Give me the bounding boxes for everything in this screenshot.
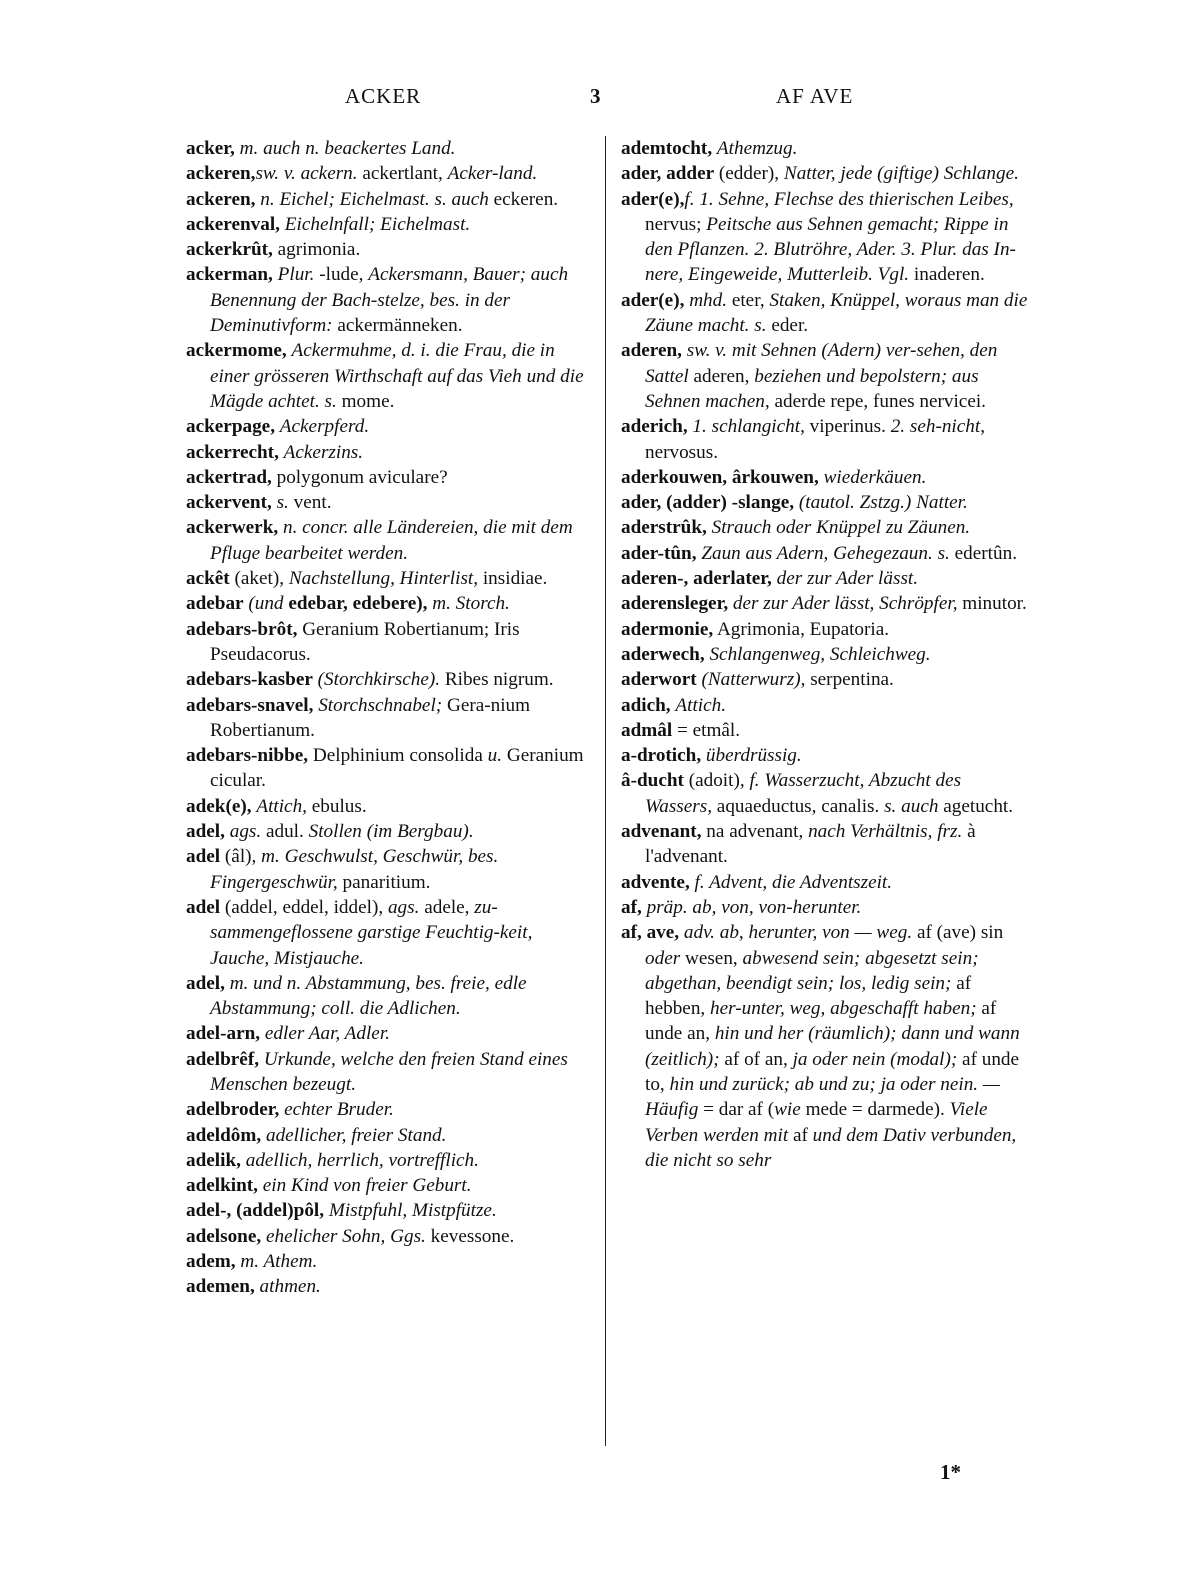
- dictionary-entry: [186, 136, 586, 161]
- entry-text: à l'advenant.: [645, 821, 976, 868]
- dictionary-entry: [186, 1224, 586, 1249]
- entry-text: -lude,: [314, 264, 369, 286]
- dictionary-entry: [186, 794, 586, 819]
- headword: edebar, edebere),: [288, 593, 428, 615]
- entry-text: = etmâl.: [672, 719, 741, 741]
- definition-italic: s. auch: [884, 795, 939, 817]
- running-header: [0, 84, 1191, 114]
- headword: adebars-snavel,: [186, 694, 314, 716]
- dictionary-entry: [621, 642, 1031, 667]
- definition-italic: Staken, Knüppel, woraus man die Zäune macht. s.: [645, 289, 1028, 337]
- definition-italic: mhd.: [689, 289, 728, 311]
- entry-text: af: [788, 1124, 813, 1146]
- entry-text: agetucht.: [938, 795, 1014, 817]
- entry-text: wesen,: [680, 947, 743, 969]
- definition-italic: (und: [248, 593, 284, 615]
- entry-text: af hebben,: [645, 972, 972, 1020]
- headword: â-ducht: [621, 770, 684, 792]
- definition-italic: ags.: [387, 896, 420, 918]
- headword: af, ave,: [621, 922, 680, 944]
- entry-text: aderde repe, funes nervicei.: [769, 390, 986, 412]
- definition-italic: Acker-land.: [447, 163, 538, 185]
- definition-italic: Peitsche aus Sehnen gemacht; Rippe in den Pflanzen. 2. Blutröhre, Ader. 3. Plur. das In-nere, Eingeweide, Mutterleib. Vgl.: [645, 213, 1016, 286]
- dictionary-entry: [186, 440, 586, 465]
- headword: aderstrûk,: [621, 517, 707, 539]
- headword: adel: [186, 896, 221, 918]
- definition-italic: f. Advent, die Adventszeit.: [694, 871, 893, 893]
- dictionary-entry: [186, 237, 586, 262]
- dictionary-entry: [186, 1198, 586, 1223]
- dictionary-entry: [186, 490, 586, 515]
- dictionary-entry: [621, 338, 1031, 414]
- entry-text: adele,: [419, 896, 475, 918]
- dictionary-entry: [186, 617, 586, 668]
- headword: aderich,: [621, 416, 688, 438]
- definition-italic: ein Kind von freier Geburt.: [262, 1175, 472, 1197]
- entry-text: na advenant,: [701, 821, 809, 843]
- dictionary-entry: [186, 895, 586, 971]
- headword: adel: [186, 846, 221, 868]
- dictionary-entry: [186, 212, 586, 237]
- definition-italic: n. Eichel; Eichelmast. s. auch: [260, 188, 489, 210]
- dictionary-entry: [621, 465, 1031, 490]
- definition-italic: Natter, jede (giftige) Schlange.: [783, 163, 1019, 185]
- dictionary-entry: [186, 591, 586, 616]
- headword: ader, (adder) -slange,: [621, 492, 795, 514]
- entry-text: (addel, eddel, iddel),: [220, 896, 388, 918]
- headword: adebars-brôt,: [186, 618, 298, 640]
- dictionary-entry: [186, 1097, 586, 1122]
- entry-text: Agrimonia, Eupatoria.: [713, 618, 890, 640]
- entry-text: Geranium Robertianum; Iris Pseudacorus.: [210, 618, 520, 665]
- entry-text: Ribes nigrum.: [440, 669, 554, 691]
- definition-italic: Eichelnfall; Eichelmast.: [284, 213, 471, 235]
- entry-text: mede = darmede).: [800, 1099, 950, 1121]
- dictionary-entry: [621, 667, 1031, 692]
- definition-italic: oder: [645, 947, 681, 969]
- header-right: AF AVE: [776, 84, 854, 108]
- headword: aderkouwen, ârkouwen,: [621, 466, 819, 488]
- headword: aderensleger,: [621, 593, 729, 615]
- headword: ackêt: [186, 568, 230, 590]
- definition-italic: Attich,: [256, 795, 307, 817]
- headword: advente,: [621, 871, 690, 893]
- signature-mark: 1*: [940, 1460, 961, 1484]
- definition-italic: überdrüssig.: [705, 745, 802, 767]
- headword: adermonie,: [621, 618, 714, 640]
- definition-italic: Ackersmann, Bauer; auch Benennung der Bach-stelze, bes. in der Deminutivform:: [210, 264, 569, 337]
- headword: ader-tûn,: [621, 542, 697, 564]
- definition-italic: abwesend sein; abgesetzt sein; abgethan, beendigt sein; los, ledig sein;: [645, 947, 979, 994]
- entry-text: vent.: [288, 492, 332, 514]
- entry-text: eter,: [727, 289, 770, 311]
- headword: ackerkrût,: [186, 239, 273, 261]
- definition-italic: (Storchkirsche).: [317, 669, 441, 691]
- entry-text: af unde an,: [645, 998, 997, 1045]
- definition-italic: adellicher, freier Stand.: [265, 1124, 447, 1146]
- definition-italic: m. Athem.: [240, 1251, 318, 1273]
- definition-italic: der zur Ader lässt.: [776, 568, 919, 590]
- entry-text: serpentina.: [805, 669, 894, 691]
- dictionary-entry: [186, 1148, 586, 1173]
- headword: adebars-nibbe,: [186, 745, 309, 767]
- definition-italic: m. auch n. beackertes Land.: [239, 138, 456, 159]
- headword: adelkint,: [186, 1175, 258, 1197]
- entry-text: (adoit),: [683, 770, 750, 792]
- entry-text: inaderen.: [909, 264, 985, 286]
- definition-italic: adellich, herrlich, vortrefflich.: [245, 1149, 479, 1171]
- definition-italic: zu-sammengeflossene garstige Feuchtig-keit, Jauche, Mistjauche.: [210, 896, 533, 969]
- definition-italic: wie: [774, 1099, 801, 1121]
- entry-text: Delphinium consolida: [308, 745, 488, 767]
- dictionary-entry: [621, 768, 1031, 819]
- dictionary-entry: [621, 895, 1031, 920]
- dictionary-entry: [621, 870, 1031, 895]
- headword: admâl: [621, 719, 673, 741]
- dictionary-entry: [621, 743, 1031, 768]
- dictionary-entry: [621, 566, 1031, 591]
- entry-text: minutor.: [957, 593, 1027, 615]
- dictionary-entry: [186, 465, 586, 490]
- headword: acker,: [186, 138, 235, 159]
- headword: adelik,: [186, 1149, 241, 1171]
- entry-text: af (ave) sin: [912, 922, 1004, 944]
- definition-italic: Ackerpferd.: [279, 416, 370, 438]
- definition-italic: s.: [276, 492, 289, 514]
- entry-text: (âl),: [220, 846, 262, 868]
- dictionary-entry: [186, 1274, 586, 1299]
- entry-text: nervus;: [645, 213, 707, 235]
- dictionary-entry: [621, 591, 1031, 616]
- definition-italic: her-unter, weg, abgeschafft haben;: [710, 998, 977, 1020]
- entry-text: nervosus.: [645, 441, 719, 463]
- dictionary-entry: [186, 693, 586, 744]
- definition-italic: Stollen (im Bergbau).: [308, 821, 474, 843]
- headword: advenant,: [621, 821, 702, 843]
- headword: adel-arn,: [186, 1023, 261, 1045]
- definition-italic: Athemzug.: [716, 138, 798, 159]
- entry-text: kevessone.: [425, 1225, 515, 1247]
- dictionary-entry: [186, 819, 586, 844]
- definition-italic: m. und n. Abstammung, bes. freie, edle Abstammung; coll. die Adlichen.: [210, 972, 527, 1020]
- definition-italic: m. Geschwulst, Geschwür, bes. Fingergeschwür,: [210, 846, 499, 893]
- right-column: [621, 136, 1031, 1173]
- headword: adek(e),: [186, 795, 252, 817]
- headword: adich,: [621, 694, 671, 716]
- headword: ackertrad,: [186, 466, 272, 488]
- dictionary-entry: [621, 136, 1031, 161]
- definition-italic: nach Verhältnis, frz.: [808, 821, 963, 843]
- dictionary-entry: [186, 262, 586, 338]
- definition-italic: f. 1. Sehne, Flechse des thierischen Leibes,: [684, 188, 1014, 210]
- dictionary-entry: [621, 490, 1031, 515]
- headword: adebar: [186, 593, 244, 615]
- dictionary-entry: [621, 187, 1031, 288]
- definition-italic: 1. schlangicht,: [692, 416, 805, 438]
- definition-italic: präp. ab, von, von-herunter.: [646, 896, 862, 918]
- dictionary-entry: [186, 667, 586, 692]
- headword: ackerenval,: [186, 213, 280, 235]
- entry-text: viperinus.: [804, 416, 891, 438]
- definition-italic: adv. ab, herunter, von — weg.: [683, 922, 913, 944]
- entry-text: af unde to,: [645, 1048, 1020, 1095]
- definition-italic: athmen.: [259, 1276, 321, 1298]
- dictionary-entry: [621, 617, 1031, 642]
- entry-text: Geranium cicular.: [210, 745, 584, 792]
- dictionary-entry: [186, 1123, 586, 1148]
- definition-italic: und dem Dativ verbunden, die nicht so sehr: [645, 1124, 1017, 1171]
- definition-italic: echter Bruder.: [284, 1099, 394, 1121]
- definition-italic: Nachstellung, Hinterlist,: [288, 568, 479, 590]
- dictionary-entry: [186, 743, 586, 794]
- entry-text: (edder),: [714, 163, 784, 185]
- definition-italic: Urkunde, welche den freien Stand eines Menschen bezeugt.: [210, 1048, 568, 1095]
- entry-text: insidiae.: [478, 568, 548, 590]
- headword: ackerrecht,: [186, 441, 279, 463]
- definition-italic: Ackerzins.: [283, 441, 364, 463]
- entry-text: ebulus.: [306, 795, 367, 817]
- definition-italic: (Natterwurz),: [701, 669, 806, 691]
- headword: adel-, (addel)pôl,: [186, 1200, 325, 1222]
- entry-text: aquaeductus, canalis.: [712, 795, 885, 817]
- dictionary-entry: [621, 515, 1031, 540]
- headword: adel,: [186, 821, 225, 843]
- definition-italic: u.: [487, 745, 503, 767]
- header-left: ACKER: [345, 84, 422, 108]
- headword: adel,: [186, 972, 225, 994]
- definition-italic: Storchschnabel;: [318, 694, 443, 716]
- definition-italic: beziehen und bepolstern; aus Sehnen machen,: [645, 365, 979, 412]
- definition-italic: ehelicher Sohn, Ggs.: [265, 1225, 426, 1247]
- dictionary-entry: [186, 971, 586, 1022]
- dictionary-entry: [186, 844, 586, 895]
- definition-italic: edler Aar, Adler.: [264, 1023, 390, 1045]
- definition-italic: ags.: [229, 821, 262, 843]
- entry-text: (aket),: [229, 568, 289, 590]
- entry-text: aderen,: [688, 365, 755, 387]
- definition-italic: Plur.: [277, 264, 315, 286]
- definition-italic: ja oder nein (modal);: [792, 1048, 958, 1070]
- definition-italic: sw. v. mit Sehnen (Adern) ver-sehen, den Sattel: [645, 340, 998, 387]
- entry-text: eckeren.: [488, 188, 559, 210]
- entry-text: Gera-nium Robertianum.: [210, 694, 531, 741]
- headword: aderen,: [621, 340, 682, 362]
- headword: adem,: [186, 1251, 236, 1273]
- headword: ackerpage,: [186, 416, 275, 438]
- dictionary-entry: [621, 161, 1031, 186]
- definition-italic: n. concr. alle Ländereien, die mit dem Pfluge bearbeitet werden.: [210, 517, 573, 564]
- dictionary-entry: [186, 1173, 586, 1198]
- dictionary-entry: [186, 338, 586, 414]
- headword: ackermome,: [186, 340, 287, 362]
- entry-text: ackermänneken.: [332, 315, 463, 337]
- headword: adelbroder,: [186, 1099, 280, 1121]
- definition-italic: wiederkäuen.: [823, 466, 927, 488]
- dictionary-entry: [621, 288, 1031, 339]
- entry-text: eder.: [766, 315, 809, 337]
- dictionary-entry: [186, 515, 586, 566]
- dictionary-entry: [621, 693, 1031, 718]
- entry-text: = dar af (: [698, 1099, 775, 1121]
- headword: ackeren,: [186, 163, 256, 185]
- definition-italic: (tautol. Zstzg.) Natter.: [798, 492, 968, 514]
- definition-italic: Attich.: [675, 694, 727, 716]
- definition-italic: f. Wasserzucht, Abzucht des Wassers,: [645, 770, 962, 817]
- definition-italic: 2. seh-nicht,: [890, 416, 986, 438]
- headword: adebars-kasber: [186, 669, 313, 691]
- headword: aderen-, aderlater,: [621, 568, 772, 590]
- definition-italic: Schlangenweg, Schleichweg.: [709, 643, 931, 665]
- left-column: [186, 136, 586, 1300]
- headword: aderwech,: [621, 643, 705, 665]
- headword: ademtocht,: [621, 138, 713, 159]
- entry-text: agrimonia.: [272, 239, 361, 261]
- headword: a-drotich,: [621, 745, 702, 767]
- headword: ackeren,: [186, 188, 256, 210]
- dictionary-entry: [621, 920, 1031, 1173]
- entry-text: edertûn.: [949, 542, 1017, 564]
- dictionary-entry: [186, 1021, 586, 1046]
- headword: ackerwerk,: [186, 517, 279, 539]
- dictionary-entry: [621, 819, 1031, 870]
- definition-italic: Strauch oder Knüppel zu Zäunen.: [711, 517, 971, 539]
- dictionary-entry: [186, 1047, 586, 1098]
- dictionary-entry: [186, 566, 586, 591]
- headword: ackervent,: [186, 492, 272, 514]
- headword: ackerman,: [186, 264, 273, 286]
- page-number: 3: [590, 84, 602, 108]
- definition-italic: Mistpfuhl, Mistpfütze.: [328, 1200, 497, 1222]
- entry-text: af of an,: [719, 1048, 793, 1070]
- headword: adeldôm,: [186, 1124, 262, 1146]
- entry-text: polygonum aviculare?: [271, 466, 448, 488]
- entry-text: adul.: [261, 821, 309, 843]
- dictionary-entry: [621, 414, 1031, 465]
- headword: adelbrêf,: [186, 1048, 260, 1070]
- headword: ader, adder: [621, 163, 715, 185]
- dictionary-entry: [621, 541, 1031, 566]
- dictionary-entry: [186, 187, 586, 212]
- headword: ademen,: [186, 1276, 255, 1298]
- headword: aderwort: [621, 669, 697, 691]
- definition-italic: m. Storch.: [432, 593, 510, 615]
- definition-italic: Zaun aus Adern, Gehegezaun. s.: [701, 542, 950, 564]
- dictionary-entry: [186, 1249, 586, 1274]
- entry-text: ackertlant,: [357, 163, 448, 185]
- column-divider: [605, 136, 606, 1446]
- definition-italic: der zur Ader lässt, Schröpfer,: [732, 593, 958, 615]
- definition-italic: Ackermuhme, d. i. die Frau, die in einer grösseren Wirthschaft auf das Vieh und die Mägde achtet. s.: [210, 340, 584, 412]
- definition-italic: hin und zurück; ab und zu; ja oder nein. — Häufig: [645, 1073, 1000, 1121]
- headword: ader(e),: [621, 188, 685, 210]
- entry-text: panaritium.: [337, 871, 431, 893]
- dictionary-entry: [621, 718, 1031, 743]
- definition-italic: hin und her (räumlich); dann und wann (zeitlich);: [645, 1023, 1020, 1070]
- dictionary-entry: [186, 161, 586, 186]
- headword: adelsone,: [186, 1225, 262, 1247]
- entry-text: mome.: [336, 390, 395, 412]
- definition-italic: Viele Verben werden mit: [645, 1099, 988, 1146]
- headword: af,: [621, 896, 642, 918]
- dictionary-entry: [186, 414, 586, 439]
- headword: ader(e),: [621, 289, 685, 311]
- definition-italic: sw. v. ackern.: [255, 163, 358, 185]
